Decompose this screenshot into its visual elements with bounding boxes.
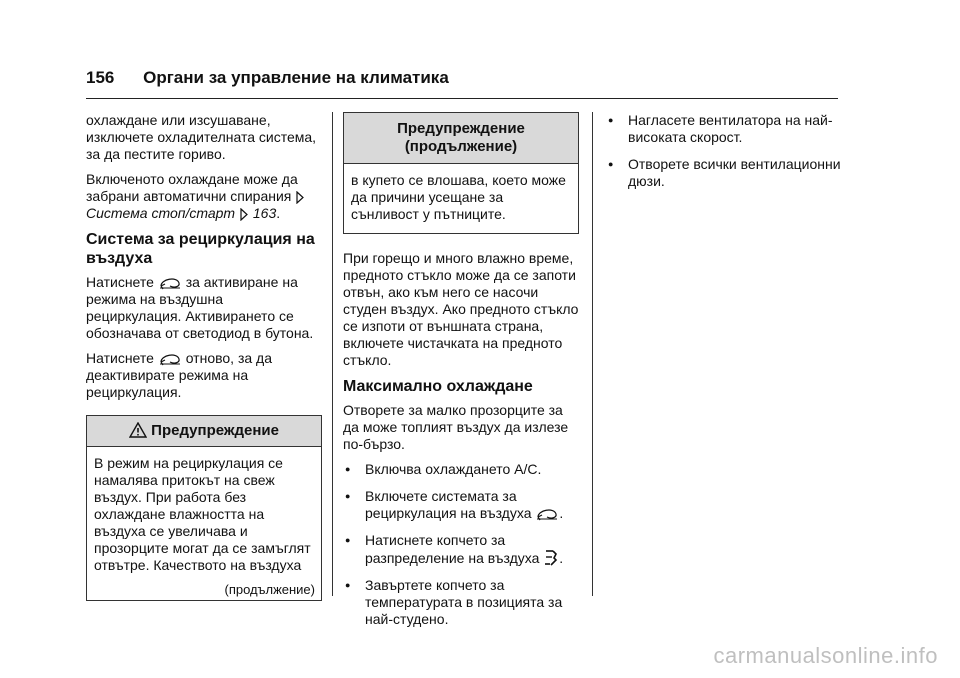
- warning-box-continued: [343, 112, 579, 234]
- continued-label: (продължение): [224, 582, 315, 597]
- watermark: carmanualsonline.info: [713, 643, 938, 668]
- warning-body: В режим на рециркулация се намалява притокът на свеж въздух. При работа без охлаждане влажността на въздуха се увеличава и прозорците могат да се замъглят отвътре. Качеството на въздуха: [94, 455, 311, 573]
- paragraph: Отворете за малко прозорците за да може топлият въздух да излезе по-бързо.: [343, 402, 569, 452]
- list-item: ● Включете системата за рециркулация на въздуха .: [343, 488, 579, 522]
- page-header: [86, 68, 449, 88]
- bullet-list: [606, 112, 842, 190]
- paragraph: охлаждане или изсушаване, изключете охладителната система, за да пестите гориво.: [86, 112, 317, 162]
- recirculation-icon: [158, 351, 182, 366]
- recirculation-icon: [535, 506, 559, 521]
- list-item: ● Нагласете вентилатора на най-високата скорост.: [606, 112, 842, 146]
- warning-box: [86, 415, 322, 601]
- paragraph: Натиснете отново, за да деактивирате режима на рециркулация.: [86, 350, 273, 400]
- recirculation-icon: [158, 275, 182, 290]
- section-heading: Максимално охлаждане: [343, 378, 533, 395]
- column-1: [86, 112, 322, 601]
- page-title: Органи за управление на климатика: [143, 68, 449, 87]
- header-rule: [86, 98, 838, 99]
- cross-reference-link[interactable]: Система стоп/старт: [86, 205, 236, 221]
- warning-triangle-icon: [129, 422, 147, 438]
- list-item: ● Завъртете копчето за температурата в позицията за най-студено.: [343, 577, 579, 628]
- column-divider-2: [592, 112, 593, 596]
- paragraph: При горещо и много влажно време, предното стъкло може да се запоти отвън, ако към него се насочи студен въздух. Ако предното стъкло се изпоти от външната страна, включете чистачката на предното стъкло.: [343, 250, 579, 368]
- warning-title: Предупреждение (продължение): [344, 113, 578, 164]
- column-2: [343, 112, 579, 638]
- cross-reference-arrow-icon: [295, 191, 305, 204]
- list-item: ● Натиснете копчето за разпределение на въздуха .: [343, 532, 579, 567]
- paragraph: Натиснете за активиране на режима на въздушна рециркулация. Активирането се обозначава от светодиод в бутона.: [86, 274, 314, 341]
- list-item: ● Включва охлаждането A/C.: [343, 461, 579, 478]
- list-item: ● Отворете всички вентилационни дюзи.: [606, 156, 842, 190]
- warning-title: Предупреждение: [87, 416, 321, 447]
- bullet-list: [343, 461, 579, 628]
- page-number: 156: [86, 68, 115, 87]
- air-distribution-face-icon: [543, 549, 559, 566]
- cross-reference-arrow-icon: [239, 208, 249, 221]
- paragraph: Включеното охлаждане може да забрани автоматични спирания Система стоп/старт 163.: [86, 171, 322, 222]
- cross-reference-page[interactable]: 163: [252, 205, 277, 221]
- column-divider-1: [332, 112, 333, 596]
- warning-body: в купето се влошава, което може да причини усещане за сънливост у пътниците.: [351, 172, 566, 222]
- section-heading: Система за рециркулация на въздуха: [86, 231, 315, 267]
- column-3: [606, 112, 842, 200]
